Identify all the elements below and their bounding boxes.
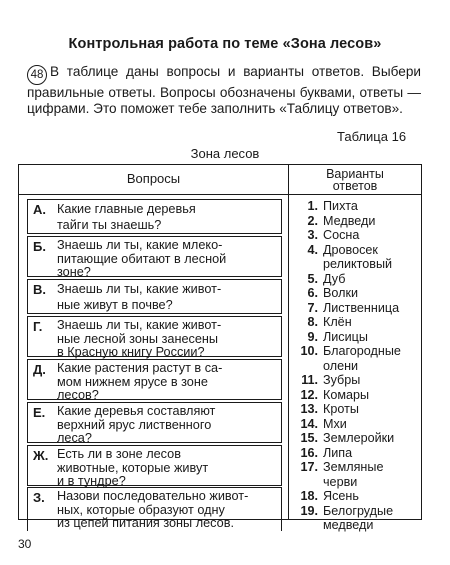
question-box-d — [27, 359, 282, 400]
answer-item — [298, 214, 420, 229]
question-letter: З. — [33, 490, 45, 505]
question-text: Есть ли в зоне лесов животные, которые живут и в тундре? — [57, 447, 209, 488]
answer-text: Сосна — [323, 228, 360, 242]
answer-number: 13. — [300, 402, 318, 416]
question-text: Какие растения растут в са- мом нижнем ярусе в зоне лесов? — [57, 361, 223, 402]
answer-text: Лиственница — [323, 300, 400, 315]
question-text: Знаешь ли ты, какие живот- ные живут в почве? — [57, 282, 222, 312]
answer-text: Комары — [323, 387, 370, 402]
answer-number: 6. — [307, 286, 318, 300]
answer-number: 1. — [307, 199, 318, 213]
question-text: Назови последовательно живот- ных, которые образуют одну из цепей питания зоны лесов. — [57, 489, 249, 530]
answer-number: 15. — [300, 431, 318, 445]
question-box-z — [27, 487, 282, 531]
answer-number: 2. — [307, 213, 318, 228]
question-box-g — [27, 316, 282, 357]
task-intro — [27, 64, 421, 117]
page-number: 30 — [18, 537, 32, 551]
answer-item — [298, 431, 420, 446]
answer-number: 11. — [301, 373, 318, 387]
header-questions: Вопросы — [126, 171, 181, 186]
answer-text: Зубры — [323, 373, 361, 387]
column-divider — [288, 165, 289, 519]
answer-text: Дуб — [323, 271, 346, 286]
answers-list — [298, 199, 420, 533]
answer-item — [298, 301, 420, 316]
answer-text: Кроты — [323, 402, 359, 416]
answer-item — [298, 286, 420, 301]
answer-text: Лисицы — [323, 329, 368, 344]
answer-item — [298, 460, 420, 489]
question-letter: А. — [33, 202, 46, 217]
answer-number: 19. — [300, 503, 318, 518]
question-box-zh — [27, 445, 282, 486]
header-answers: Варианты ответов — [326, 167, 384, 193]
answer-item — [298, 243, 420, 272]
answer-item — [298, 504, 420, 533]
answer-item — [298, 330, 420, 345]
answer-number: 8. — [307, 315, 318, 329]
answer-number: 3. — [307, 228, 318, 242]
answer-text: Клён — [323, 315, 352, 329]
task-intro-text: В таблице даны вопросы и варианты ответов. Выбери правильные ответы. Вопросы обозначены буквами, ответы — цифрами. Это поможет тебе заполнить «Таблицу ответов». — [27, 64, 421, 116]
answer-item — [298, 315, 420, 330]
header-divider — [19, 194, 421, 195]
table-label: Таблица 16 — [337, 129, 407, 144]
answer-text: Мхи — [323, 416, 347, 431]
answer-item — [298, 272, 420, 287]
answer-number: 18. — [300, 489, 318, 503]
answer-text: Ясень — [323, 489, 359, 503]
answer-item — [298, 228, 420, 243]
question-box-a — [27, 199, 282, 234]
answer-item — [298, 388, 420, 403]
answer-number: 5. — [307, 271, 318, 286]
answer-number: 4. — [307, 242, 318, 257]
table-caption: Зона лесов — [190, 146, 260, 161]
answer-number: 16. — [300, 445, 318, 460]
answer-number: 7. — [307, 300, 318, 315]
question-text: Знаешь ли ты, какие млеко- питающие обитают в лесной зоне? — [57, 238, 227, 279]
questions-answers-table — [18, 164, 422, 532]
answer-number: 10. — [300, 344, 318, 358]
answer-text: Благородные олени — [323, 344, 401, 373]
question-letter: В. — [33, 282, 46, 297]
answer-item — [298, 489, 420, 504]
answer-text: Липа — [323, 445, 353, 460]
answer-text: Земляные черви — [323, 460, 384, 489]
question-box-v — [27, 279, 282, 314]
question-letter: Е. — [33, 405, 46, 420]
answer-item — [298, 373, 420, 388]
answer-number: 12. — [300, 387, 318, 402]
answer-item — [298, 402, 420, 417]
answer-text: Дровосек реликтовый — [323, 242, 393, 271]
question-letter: Б. — [33, 239, 46, 254]
page-title: Контрольная работа по теме «Зона лесов» — [68, 36, 382, 52]
answer-item — [298, 199, 420, 214]
answer-number: 17. — [300, 460, 318, 474]
answer-text: Волки — [323, 286, 359, 300]
question-box-e — [27, 402, 282, 443]
task-number-badge: 48 — [27, 65, 47, 85]
answer-text: Медведи — [323, 213, 376, 228]
question-text: Какие деревья составляют верхний ярус лиственного леса? — [57, 404, 216, 445]
question-box-b — [27, 236, 282, 277]
answer-item — [298, 417, 420, 432]
answer-text: Пихта — [323, 199, 358, 213]
question-text: Какие главные деревья тайги ты знаешь? — [57, 202, 196, 232]
question-text: Знаешь ли ты, какие живот- ные лесной зоны занесены в Красную книгу России? — [57, 318, 222, 359]
answer-number: 9. — [307, 329, 318, 344]
answer-item — [298, 344, 420, 373]
question-letter: Г. — [33, 319, 43, 334]
answer-text: Белогрудые медведи — [323, 503, 394, 532]
question-letter: Ж. — [33, 448, 49, 463]
question-letter: Д. — [33, 362, 46, 377]
answer-text: Землеройки — [323, 431, 395, 445]
answer-number: 14. — [300, 416, 318, 431]
answer-item — [298, 446, 420, 461]
